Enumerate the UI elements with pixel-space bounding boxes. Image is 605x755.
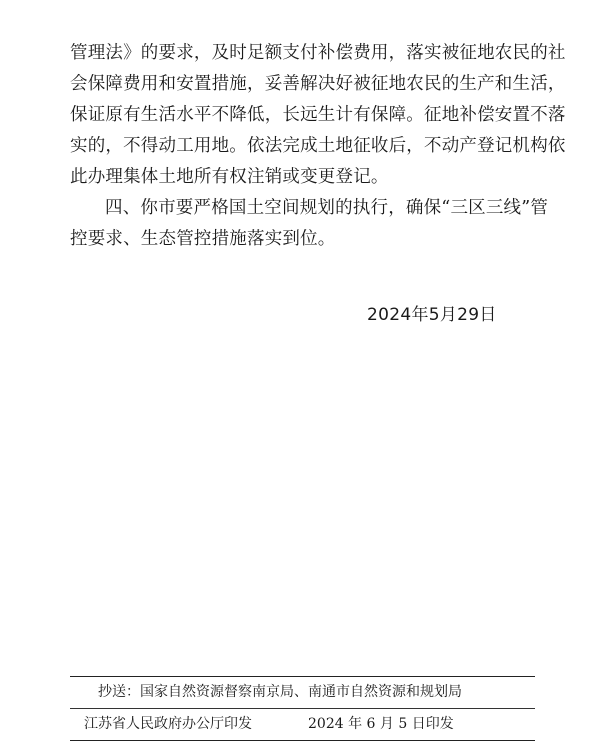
paragraph-spatial-planning xyxy=(70,193,550,255)
paragraph-land-compensation xyxy=(70,38,566,193)
paragraph-line: 会保障费用和安置措施，妥善解决好被征地农民的生产和生活， xyxy=(70,74,566,94)
issuing-office: 江苏省人民政府办公厅印发 xyxy=(84,716,252,732)
paragraph-line: 四、你市要严格国土空间规划的执行，确保“三区三线”管 xyxy=(105,198,549,218)
document-body xyxy=(70,38,566,255)
document-footer xyxy=(70,676,535,741)
paragraph-line: 保证原有生活水平不降低，长远生计有保障。征地补偿安置不落 xyxy=(70,105,566,125)
paragraph-line: 控要求、生态管控措施落实到位。 xyxy=(70,229,336,249)
paragraph-line: 此办理集体土地所有权注销或变更登记。 xyxy=(70,167,389,187)
issue-info xyxy=(70,709,535,740)
paragraph-line: 管理法》的要求，及时足额支付补偿费用，落实被征地农民的社 xyxy=(70,43,566,63)
issue-date: 2024 年 6 月 5 日印发 xyxy=(308,716,454,732)
paragraph-line: 实的，不得动工用地。依法完成土地征收后，不动产登记机构依 xyxy=(70,136,566,156)
cc-recipients: 抄送：国家自然资源督察南京局、南通市自然资源和规划局 xyxy=(98,684,462,700)
footer-rule-bottom xyxy=(70,740,535,741)
signature-date: 2024年5月29日 xyxy=(367,305,497,325)
